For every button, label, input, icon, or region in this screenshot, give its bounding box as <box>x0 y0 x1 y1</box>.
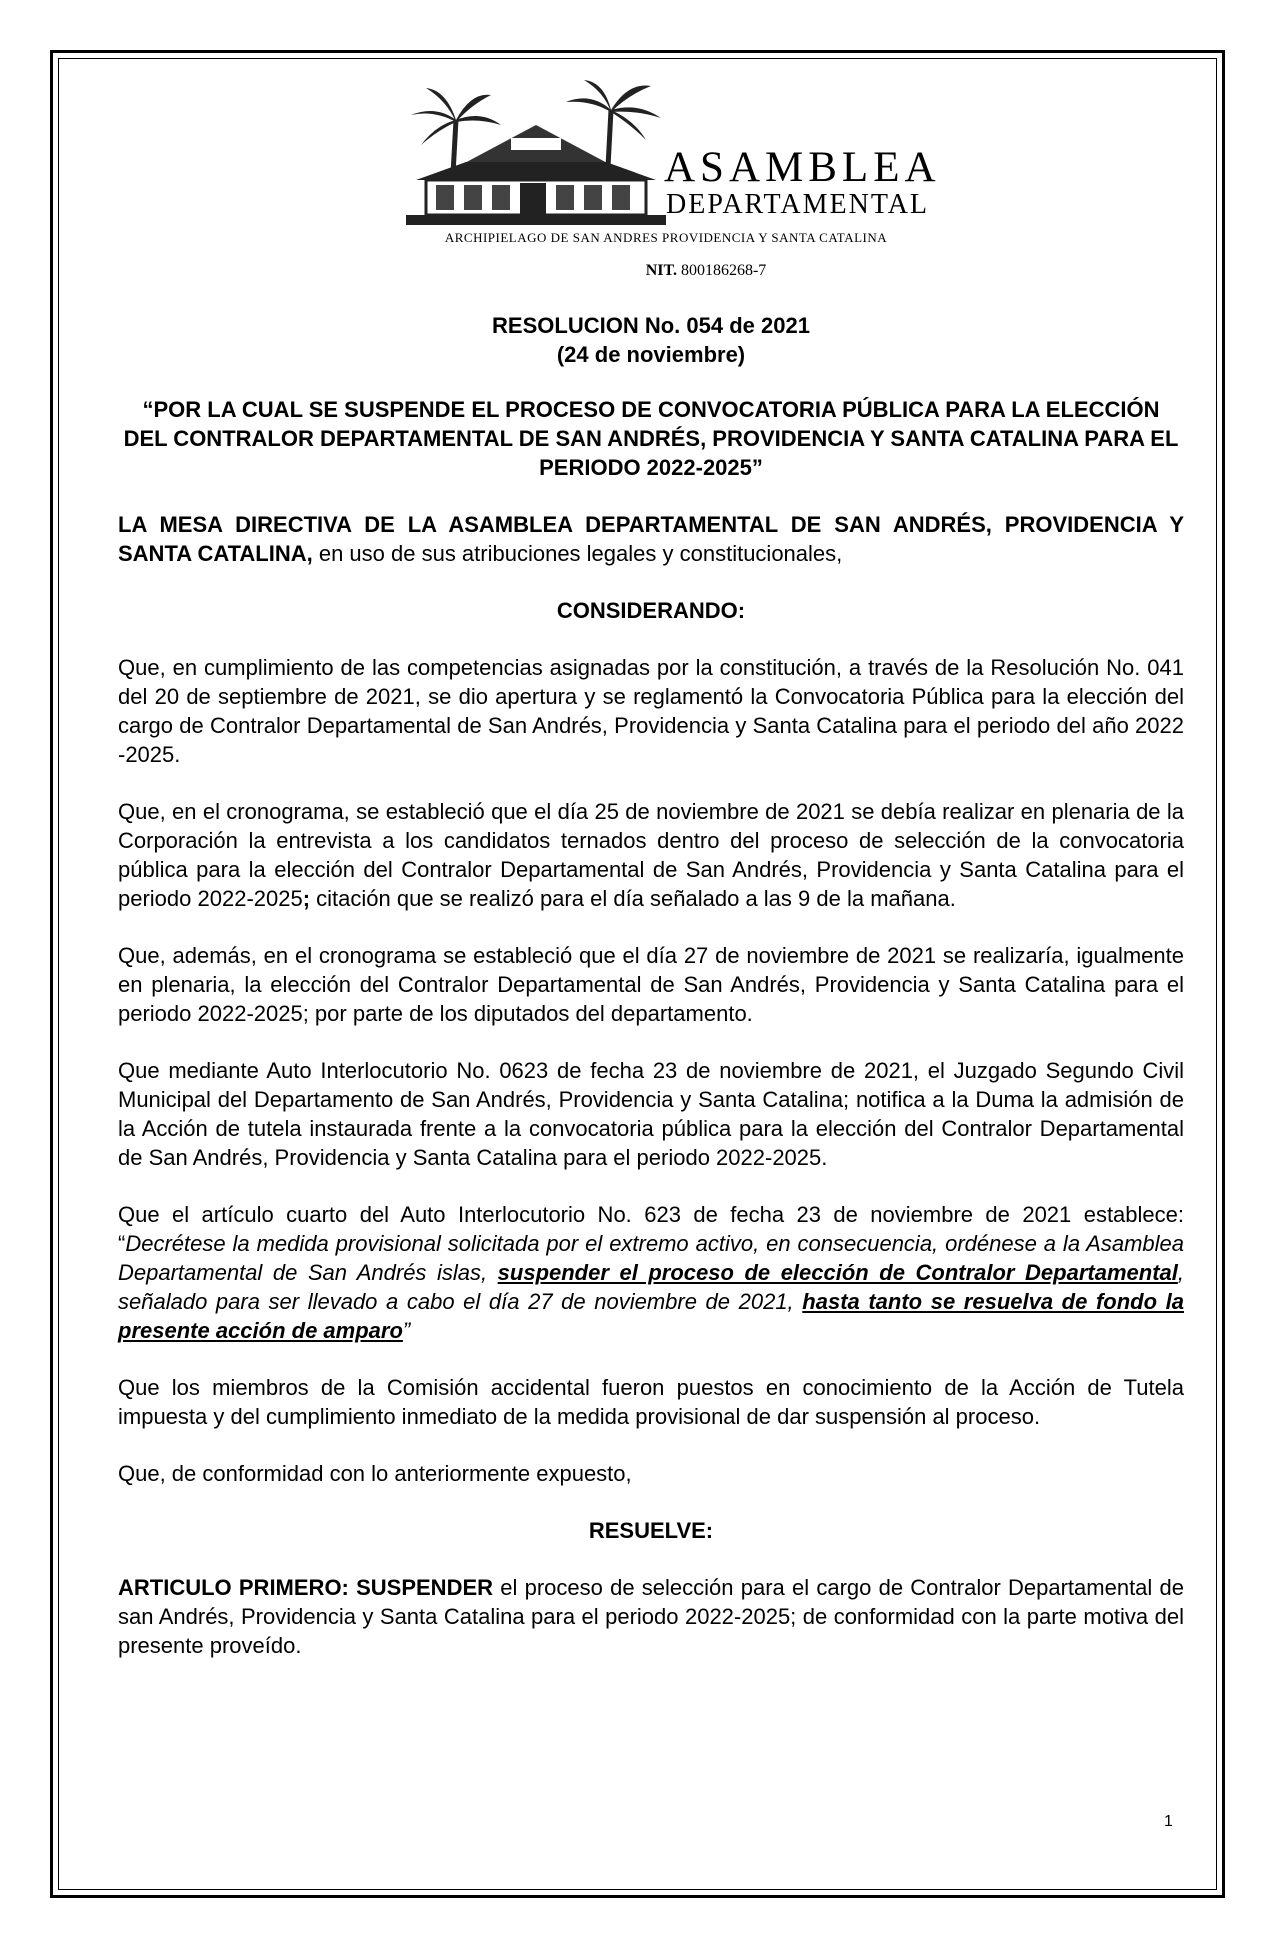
preamble-rest: en uso de sus atribuciones legales y constitucionales, <box>312 541 843 566</box>
considerando-paragraph-4: Que mediante Auto Interlocutorio No. 0623 de fecha 23 de noviembre de 2021, el Juzgado Segundo Civil Municipal del Departamento de San Andrés, Providencia y Santa Catalina; notifica a la Duma la admisión de la Acción de tutela instaurada frente a la convocatoria pública para la elección del Contralor Departamental de San Andrés, Providencia y Santa Catalina para el periodo 2022-2025. <box>118 1058 1184 1170</box>
house-palm-logo-icon <box>406 80 666 230</box>
logo-subtitle: DEPARTAMENTAL <box>666 189 930 220</box>
p5-quote-2: , señalado para ser llevado a cabo el día 27 de noviembre de 2021, <box>118 1260 1184 1314</box>
considerando-heading: CONSIDERANDO: <box>556 598 746 623</box>
considerando-paragraph-3: Que, además, en el cronograma se estableció que el día 27 de noviembre de 2021 se realizaría, igualmente en plenaria, la elección del Contralor Departamental de San Andrés, Providencia y Santa Catalina para el periodo 2022-2025; por parte de los diputados del departamento. <box>118 943 1184 1026</box>
logo-title: ASAMBLEA <box>664 144 941 191</box>
considerando-paragraph-5 <box>118 1200 1184 1345</box>
articulo-primero <box>118 1573 1184 1660</box>
resuelve-heading: RESUELVE: <box>588 1518 714 1543</box>
preamble <box>118 510 1184 568</box>
p5-quote-1: Decrétese la medida provisional solicitada por el extremo activo, en consecuencia, ordénese a la Asamblea Departamental de San Andrés islas, <box>118 1231 1184 1285</box>
considerando-paragraph-2 <box>118 797 1184 913</box>
p5-intro: Que el artículo cuarto del Auto Interlocutorio No. 623 de fecha 23 de noviembre de 2021 establece: “ <box>118 1202 1184 1256</box>
articulo-primero-text: el proceso de selección para el cargo de Contralor Departamental de san Andrés, Providencia y Santa Catalina para el periodo 2022-2025; de conformidad con la parte motiva del presente proveído. <box>118 1575 1184 1658</box>
page-number: 1 <box>1164 1813 1173 1830</box>
p5-emphasis-1: suspender el proceso de elección de Contralor Departamental <box>497 1260 1178 1285</box>
p2-text-b: citación que se realizó para el día señalado a las 9 de la mañana. <box>310 886 956 911</box>
resolution-date: (24 de noviembre) <box>556 342 746 367</box>
nit-value: 800186268-7 <box>680 262 767 279</box>
asamblea-logo <box>406 80 941 265</box>
articulo-primero-label: ARTICULO PRIMERO: SUSPENDER <box>118 1575 494 1600</box>
logo-region: ARCHIPIELAGO DE SAN ANDRES PROVIDENCIA Y SANTA CATALINA <box>444 230 888 245</box>
p5-close-quote: ” <box>402 1318 411 1343</box>
resolution-subject: “POR LA CUAL SE SUSPENDE EL PROCESO DE CONVOCATORIA PÚBLICA PARA LA ELECCIÓN DEL CONTRALOR DEPARTAMENTAL DE SAN ANDRÉS, PROVIDENCIA Y SANTA CATALINA PARA EL PERIODO 2022-2025” <box>123 397 1179 480</box>
preamble-bold: LA MESA DIRECTIVA DE LA ASAMBLEA DEPARTAMENTAL DE SAN ANDRÉS, PROVIDENCIA Y SANTA CATALINA, <box>118 512 1184 566</box>
p5-emphasis-2: hasta tanto se resuelva de fondo la presente acción de amparo <box>118 1289 1184 1343</box>
resolution-title: RESOLUCION No. 054 de 2021 <box>492 313 810 338</box>
considerando-paragraph-7: Que, de conformidad con lo anteriormente expuesto, <box>118 1461 632 1486</box>
considerando-paragraph-1: Que, en cumplimiento de las competencias asignadas por la constitución, a través de la Resolución No. 041 del 20 de septiembre de 2021, se dio apertura y se reglamentó la Convocatoria Pública para la elección del cargo de Contralor Departamental de San Andrés, Providencia y Santa Catalina para el periodo del año 2022 -2025. <box>118 655 1184 767</box>
considerando-paragraph-6: Que los miembros de la Comisión accidental fueron puestos en conocimiento de la Acción de Tutela impuesta y del cumplimiento inmediato de la medida provisional de dar suspensión al proceso. <box>118 1375 1184 1429</box>
p2-text-a: Que, en el cronograma, se estableció que el día 25 de noviembre de 2021 se debía realizar en plenaria de la Corporación la entrevista a los candidatos ternados dentro del proceso de selección de la convocatoria pública para la elección del Contralor Departamental de San Andrés, Providencia y Santa Catalina para el periodo 2022-2025 <box>118 799 1184 911</box>
p2-semicolon: ; <box>302 886 311 911</box>
nit-label: NIT. <box>645 262 677 279</box>
document-body <box>118 80 1184 1660</box>
